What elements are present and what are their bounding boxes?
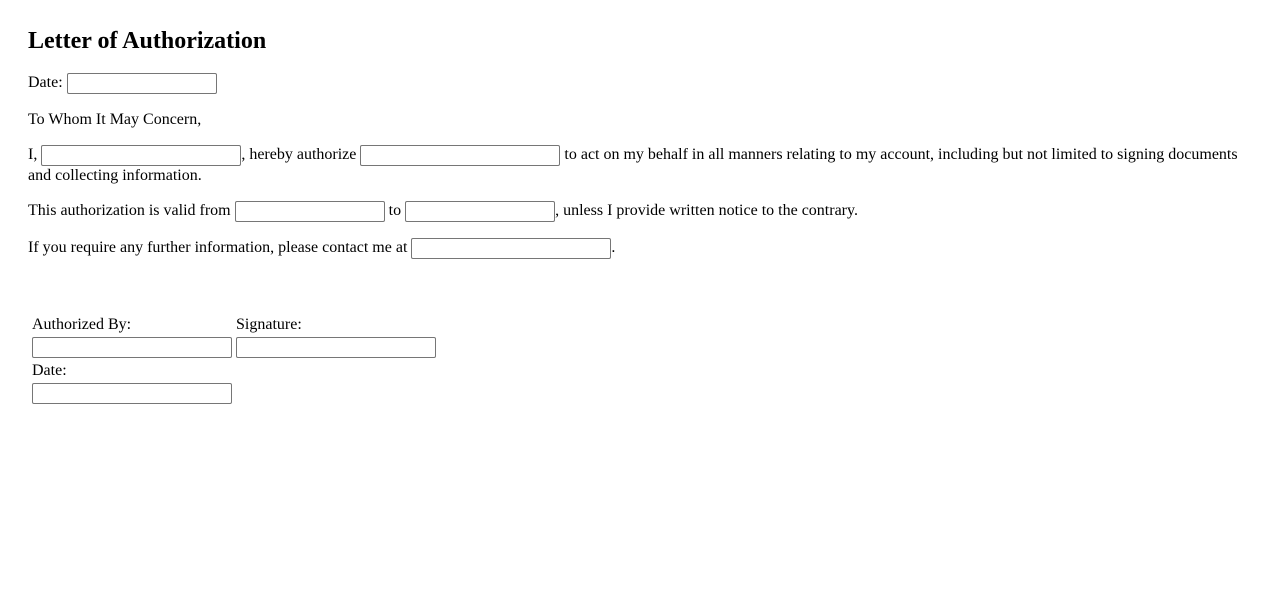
page-title: Letter of Authorization — [28, 28, 267, 54]
authorization-statement — [28, 145, 1250, 186]
contact-prefix-text: If you require any further information, please contact me at — [28, 239, 408, 257]
authorized-by-input[interactable] — [32, 337, 232, 358]
contact-statement — [28, 238, 1250, 259]
valid-suffix-text: , unless I provide written notice to the contrary. — [555, 202, 858, 220]
body-mid-text: , hereby authorize — [241, 146, 357, 164]
valid-prefix-text: This authorization is valid from — [28, 202, 231, 220]
agent-name-input[interactable] — [360, 145, 560, 166]
contact-suffix-text: . — [611, 239, 616, 257]
signature-date-label: Date: — [32, 362, 67, 379]
body-prefix-text: I, — [28, 146, 38, 164]
valid-from-input[interactable] — [235, 201, 385, 222]
greeting: To Whom It May Concern, — [28, 111, 202, 128]
date-input[interactable] — [67, 73, 217, 94]
grantor-name-input[interactable] — [41, 145, 241, 166]
validity-statement — [28, 201, 1250, 222]
signature-table — [29, 313, 439, 407]
body-suffix-text: to act on my behalf in all manners relating to my account, including but not limited to signing documents and collecting information. — [28, 146, 1238, 184]
signature-input[interactable] — [236, 337, 436, 358]
date-line — [28, 73, 1250, 94]
date-label: Date: — [28, 74, 63, 92]
contact-input[interactable] — [411, 238, 611, 259]
valid-to-input[interactable] — [405, 201, 555, 222]
signature-date-input[interactable] — [32, 383, 232, 404]
valid-mid-text: to — [388, 202, 402, 220]
signature-label: Signature: — [236, 316, 302, 333]
authorized-by-label: Authorized By: — [32, 316, 132, 333]
